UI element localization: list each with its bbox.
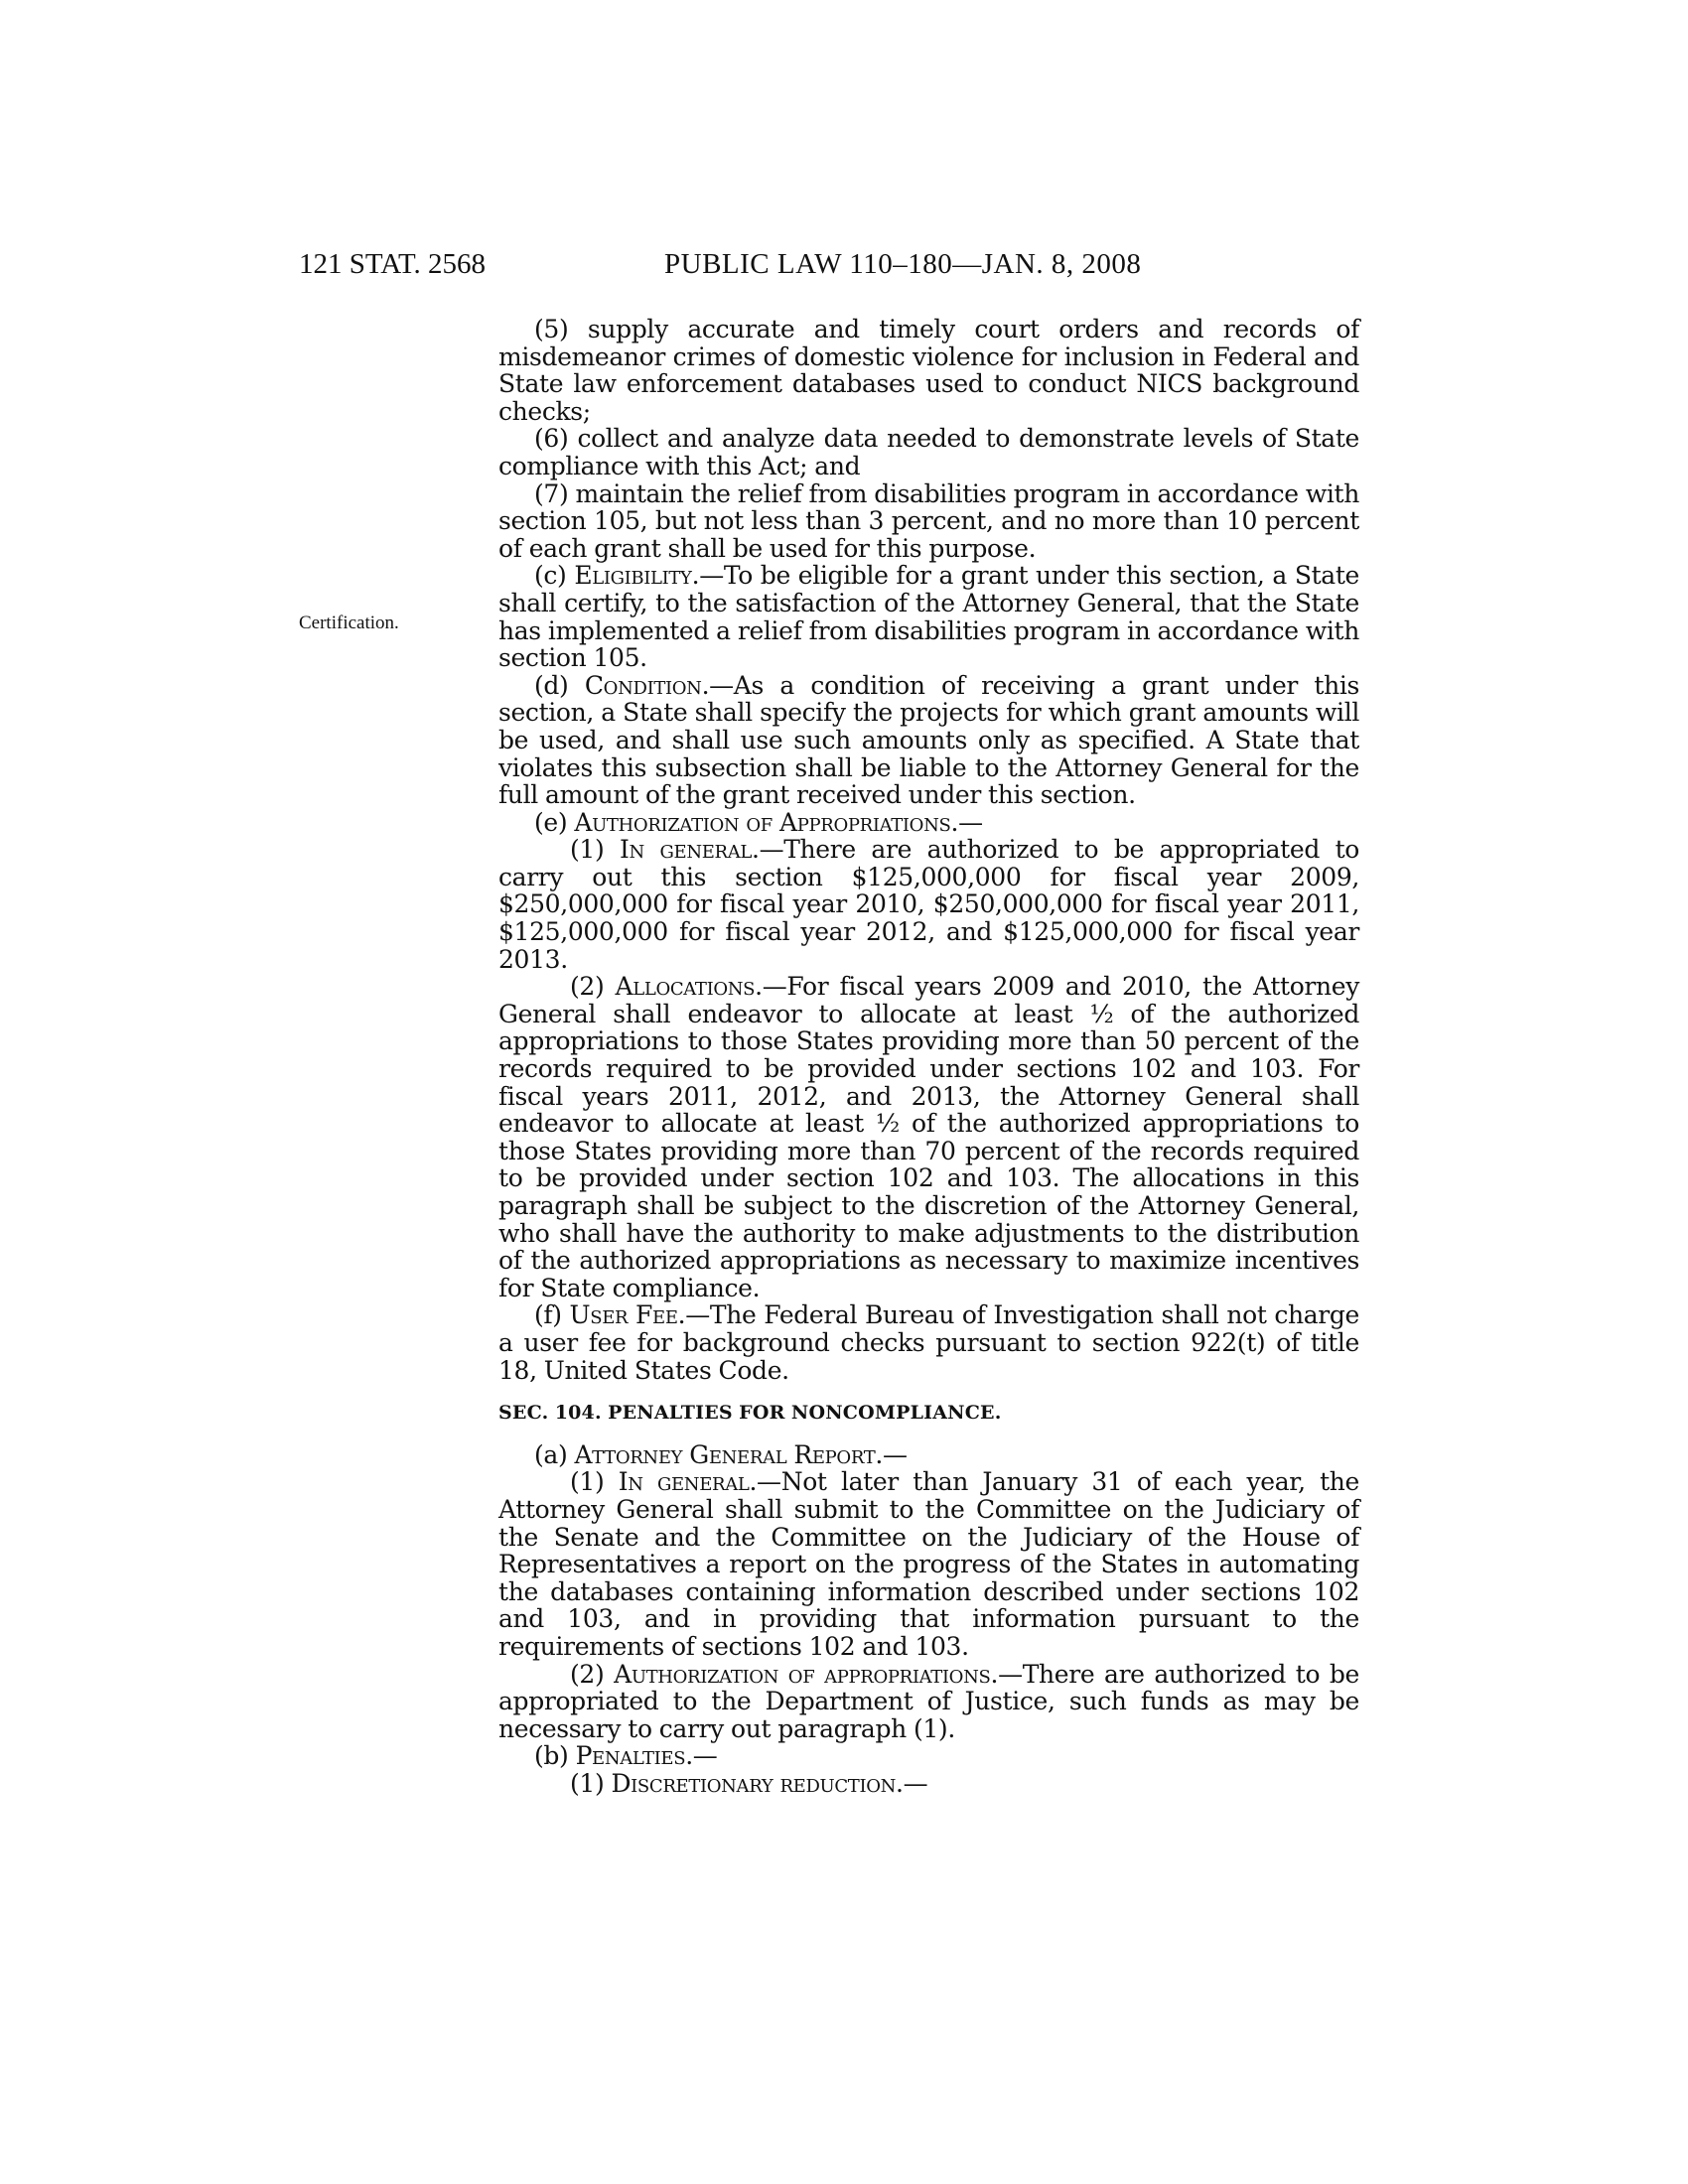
paragraph-e1-heading: In general	[619, 835, 752, 865]
paragraph-a2-authorization	[498, 1661, 1359, 1743]
subsection-c-eligibility	[498, 562, 1359, 671]
subsection-a-text: .—	[875, 1439, 908, 1469]
document-body	[498, 316, 1359, 1797]
paragraph-b5: (5) supply accurate and timely court orders and records of misdemeanor crimes of domestic violence for inclusion in Federal and State law enforcement databases used to conduct NICS background checks;	[498, 315, 1359, 426]
paragraph-b1-heading: Discretionary reduction	[611, 1768, 897, 1798]
subsection-e-heading: Authorization of Appropriations	[574, 807, 951, 837]
subsection-d-label: (d)	[534, 670, 585, 700]
subsection-c-text: .—To be eligible for a grant under this section, a State shall certify, to the satisfaction of the Attorney General, that the State has implemented a relief from disabilities program in accordance with section 105.	[498, 561, 1359, 673]
paragraph-e2-heading: Allocations	[615, 972, 756, 1002]
paragraph-a1-label: (1)	[570, 1467, 619, 1497]
subsection-c-heading: Eligibility	[574, 561, 692, 591]
subsection-a-heading: Attorney General Report	[574, 1439, 876, 1469]
paragraph-e1-label: (1)	[570, 835, 620, 865]
public-law-title: PUBLIC LAW 110–180—JAN. 8, 2008	[664, 248, 1142, 280]
subsection-a-report	[498, 1441, 1359, 1469]
subsection-d-heading: Condition	[584, 670, 702, 700]
paragraph-e1-in-general	[498, 836, 1359, 973]
subsection-b-penalties	[498, 1742, 1359, 1770]
margin-note-certification: Certification.	[299, 613, 399, 633]
page-header	[299, 248, 1371, 288]
paragraph-a2-text: .—There are authorized to be appropriated to the Department of Justice, such funds as may be necessary to carry out paragraph (1).	[498, 1659, 1359, 1743]
statute-page-number: 121 STAT. 2568	[299, 248, 487, 280]
subsection-c-label: (c)	[534, 561, 575, 591]
subsection-e-text: .—	[950, 807, 983, 837]
subsection-d-text: .—As a condition of receiving a grant under this section, a State shall specify the projects for which grant amounts will be used, and shall use such amounts only as specified. A State that violates this subsection shall be liable to the Attorney General for the full amount of the grant received under this section.	[498, 670, 1360, 810]
subsection-b-label: (b)	[534, 1741, 576, 1771]
paragraph-e1-text: .—There are authorized to be appropriated to carry out this section $125,000,000 for fiscal year 2009, $250,000,000 for fiscal year 2010, $250,000,000 for fiscal year 2011, $125,000,000 for fiscal year 2012, and $125,000,000 for fiscal year 2013.	[498, 835, 1359, 974]
paragraph-e2-label: (2)	[570, 972, 616, 1002]
paragraph-b6: (6) collect and analyze data needed to demonstrate levels of State compliance with this Act; and	[498, 424, 1359, 480]
subsection-f-text: .—The Federal Bureau of Investigation shall not charge a user fee for background checks pursuant to section 922(t) of title 18, United States Code.	[498, 1300, 1359, 1385]
paragraph-a1-heading: In general	[618, 1467, 750, 1497]
subsection-b-text: .—	[685, 1741, 718, 1771]
paragraph-b1-discretionary	[498, 1770, 1359, 1798]
subsection-f-heading: User Fee	[569, 1300, 678, 1330]
paragraph-a1-text: .—Not later than January 31 of each year, the Attorney General shall submit to the Committee on the Judiciary of the Senate and the Committee on the Judiciary of the House of Representatives a report on the progress of the States in automating the databases containing information described under sections 102 and 103, and in providing that information pursuant to the requirements of sections 102 and 103.	[498, 1467, 1359, 1661]
paragraph-b7: (7) maintain the relief from disabilities program in accordance with section 105, but not less than 3 percent, and no more than 10 percent of each grant shall be used for this purpose.	[498, 478, 1359, 563]
subsection-e-label: (e)	[534, 807, 575, 837]
paragraph-a2-heading: Authorization of appropriations	[614, 1659, 991, 1689]
subsection-b-heading: Penalties	[575, 1741, 686, 1771]
subsection-f-label: (f)	[534, 1300, 570, 1330]
section-104-heading: SEC. 104. PENALTIES FOR NONCOMPLIANCE.	[498, 1402, 1002, 1425]
paragraph-a2-label: (2)	[570, 1659, 615, 1689]
paragraph-b1-text: .—	[896, 1768, 928, 1798]
paragraph-b1-label: (1)	[570, 1768, 612, 1798]
subsection-d-condition	[498, 672, 1359, 809]
paragraph-e2-allocations	[498, 973, 1359, 1301]
subsection-f-user-fee	[498, 1301, 1359, 1384]
subsection-e-authorization	[498, 809, 1359, 837]
paragraph-e2-text: .—For fiscal years 2009 and 2010, the Attorney General shall endeavor to allocate at least ½ of the authorized appropriations to those States providing more than 50 percent of the records required to be provided under sections 102 and 103. For fiscal years 2011, 2012, and 2013, the Attorney General shall endeavor to allocate at least ½ of the authorized appropriations to those States providing more than 70 percent of the records required to be provided under section 102 and 103. The allocations in this paragraph shall be subject to the discretion of the Attorney General, who shall have the authority to make adjustments to the distribution of the authorized appropriations as necessary to maximize incentives for State compliance.	[498, 972, 1359, 1302]
paragraph-a1-in-general	[498, 1468, 1359, 1660]
subsection-a-label: (a)	[534, 1439, 575, 1469]
